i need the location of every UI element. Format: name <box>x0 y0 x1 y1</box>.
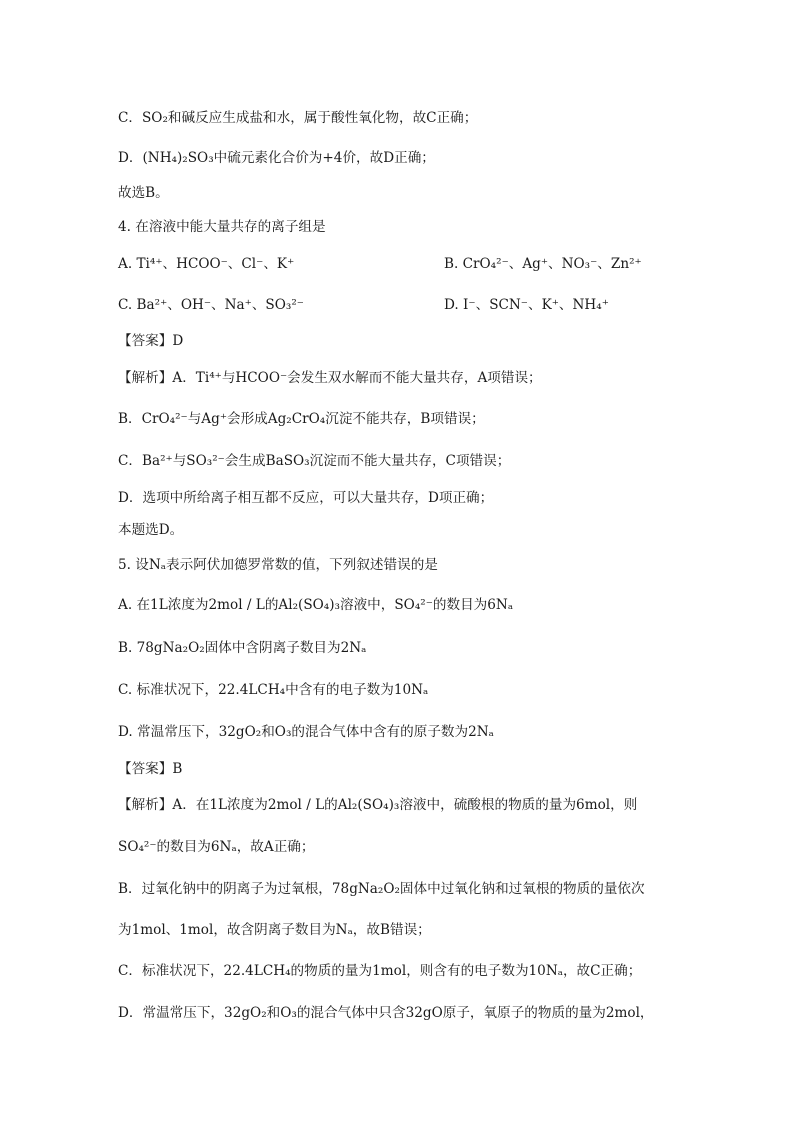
q5-option-c: C. 标准状况下，22.4LCH₄中含有的电子数为10Nₐ <box>118 682 429 698</box>
line-d-nh4: D．(NH₄)₂SO₃中硫元素化合价为+4价，故D正确； <box>118 150 435 166</box>
q4-option-c: C. Ba²⁺、OH⁻、Na⁺、SO₃²⁻ <box>118 297 304 313</box>
q5-answer: 【答案】B <box>118 761 183 777</box>
q4-explain-d: D．选项中所给离子相互都不反应，可以大量共存，D项正确； <box>118 490 494 506</box>
q4-explain-c: C．Ba²⁺与SO₃²⁻会生成BaSO₃沉淀而不能大量共存，C项错误； <box>118 453 511 469</box>
line-pick-d: 本题选D。 <box>118 522 184 538</box>
q5-option-b: B. 78gNa₂O₂固体中含阴离子数目为2Nₐ <box>118 640 367 656</box>
q4-explain-a: 【解析】A．Ti⁴⁺与HCOO⁻会发生双水解而不能大量共存，A项错误； <box>118 370 542 386</box>
question-4: 4. 在溶液中能大量共存的离子组是 <box>118 219 326 235</box>
q5-option-a: A. 在1L浓度为2mol / L的Al₂(SO₄)₃溶液中，SO₄²⁻的数目为6Nₐ <box>118 597 514 613</box>
q5-option-d: D. 常温常压下，32gO₂和O₃的混合气体中含有的原子数为2Nₐ <box>118 724 494 740</box>
q5-explain-c: C．标准状况下，22.4LCH₄的物质的量为1mol，则含有的电子数为10Nₐ，故C正确； <box>118 963 642 979</box>
line-c-so2: C．SO₂和碱反应生成盐和水，属于酸性氧化物，故C正确； <box>118 110 478 126</box>
q5-explain-a-1: 【解析】A．在1L浓度为2mol / L的Al₂(SO₄)₃溶液中，硫酸根的物质的量为6mol，则 <box>118 797 638 813</box>
q4-explain-b: B．CrO₄²⁻与Ag⁺会形成Ag₂CrO₄沉淀不能共存，B项错误； <box>118 411 485 427</box>
q4-option-a: A. Ti⁴⁺、HCOO⁻、Cl⁻、K⁺ <box>118 256 295 272</box>
q4-option-b: B. CrO₄²⁻、Ag⁺、NO₃⁻、Zn²⁺ <box>444 256 642 272</box>
q5-explain-a-2: SO₄²⁻的数目为6Nₐ，故A正确； <box>118 839 315 855</box>
q5-explain-b-1: B．过氧化钠中的阴离子为过氧根，78gNa₂O₂固体中过氧化钠和过氧根的物质的量依次 <box>118 881 645 897</box>
q4-option-d: D. I⁻、SCN⁻、K⁺、NH₄⁺ <box>444 297 609 313</box>
line-pick-b: 故选B。 <box>118 185 169 201</box>
q4-answer: 【答案】D <box>118 333 184 349</box>
question-5: 5. 设Nₐ表示阿伏加德罗常数的值，下列叙述错误的是 <box>118 557 438 573</box>
q5-explain-b-2: 为1mol、1mol，故含阴离子数目为Nₐ，故B错误； <box>118 922 431 938</box>
q5-explain-d: D．常温常压下，32gO₂和O₃的混合气体中只含32gO原子，氧原子的物质的量为2mol， <box>118 1005 654 1021</box>
